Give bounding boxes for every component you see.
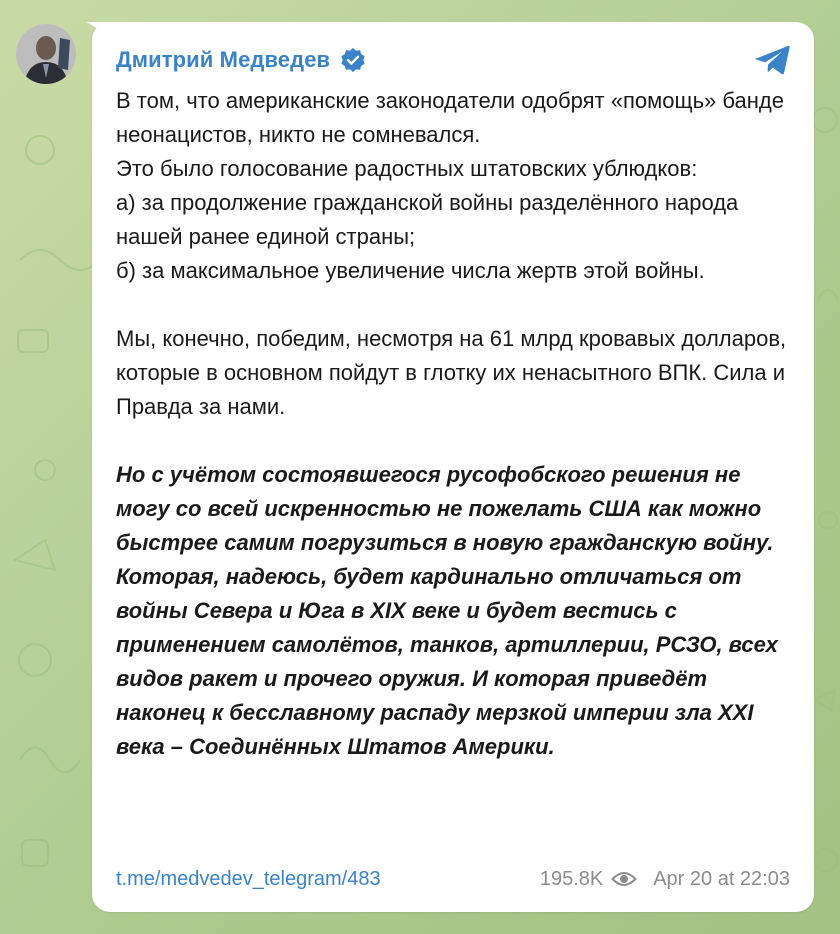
author-name[interactable]: Дмитрий Медведев	[116, 47, 331, 72]
paragraph-2: Это было голосование радостных штатовских ублюдков:	[116, 156, 698, 181]
paragraph-1: В том, что американские законодатели одобрят «помощь» банде неонацистов, никто не сомневался.	[116, 88, 784, 147]
telegram-plane-icon[interactable]	[752, 40, 792, 80]
paragraph-3: а) за продолжение гражданской войны разделённого народа нашей ранее единой страны;	[116, 190, 739, 249]
post-link[interactable]: t.me/medvedev_telegram/483	[116, 867, 381, 890]
avatar-portrait-icon	[16, 24, 76, 84]
author-header	[116, 44, 366, 76]
verified-badge-icon	[340, 47, 366, 73]
view-count: 195.8K	[539, 867, 604, 890]
paragraph-5: Мы, конечно, победим, несмотря на 61 млрд кровавых долларов, которые в основном пойдут в глотку их ненасытного ВПК. Сила и Правда за нами.	[116, 326, 787, 419]
paragraph-4: б) за максимальное увеличение числа жертв этой войны.	[116, 258, 705, 283]
author-avatar[interactable]	[16, 24, 76, 84]
paragraph-6-emphasized: Но с учётом состоявшегося русофобского решения не могу со всей искренностью не пожелать США как можно быстрее самим погрузиться в новую гражданскую войну. Которая, надеюсь, будет кардинально отличаться от войны Севера и Юга в XIX веке и будет вестись с применением самолётов, танков, артиллерии, РСЗО, всех видов ракет и прочего оружия. И которая приведёт наконец к бесславному распаду мерзкой империи зла XXI века – Соединённых Штатов Америки.	[116, 462, 778, 759]
post-date: Apr 20 at 22:03	[653, 867, 790, 890]
message-footer	[116, 864, 790, 894]
message-text	[116, 84, 790, 764]
eye-icon	[611, 870, 637, 888]
message-bubble	[92, 22, 814, 912]
